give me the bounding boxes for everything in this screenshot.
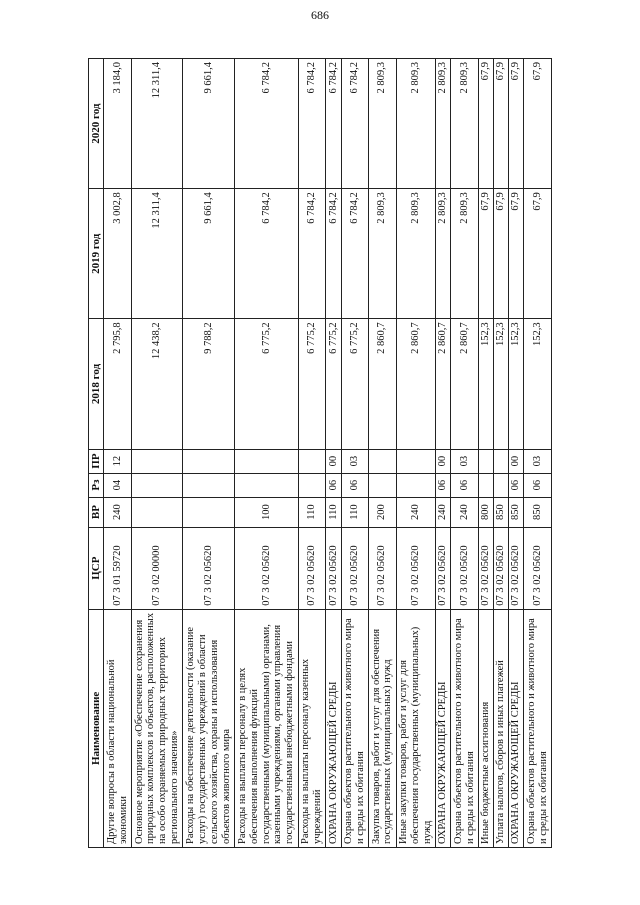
cell-2018: 2 860,7 xyxy=(369,319,396,449)
cell-vr: 850 xyxy=(493,497,508,527)
cell-name: ОХРАНА ОКРУЖАЮЩЕЙ СРЕДЫ xyxy=(326,609,341,847)
cell-csr: 07 3 02 05620 xyxy=(451,527,478,609)
cell-name: Охрана объектов растительного и животного мира и среды их обитания xyxy=(524,609,552,847)
header-2019: 2019 год xyxy=(89,189,104,319)
cell-2020: 6 784,2 xyxy=(235,59,299,189)
cell-2018: 152,3 xyxy=(509,319,524,449)
cell-pr: 12 xyxy=(104,449,131,473)
cell-vr xyxy=(183,497,235,527)
cell-2020: 2 809,3 xyxy=(436,59,451,189)
cell-2019: 6 784,2 xyxy=(299,189,326,319)
cell-rz: 06 xyxy=(509,473,524,497)
cell-name: Расходы на обеспечение деятельности (оказание услуг) государственных учреждений в области сельского хозяйства, охраны и использования объектов животного мира xyxy=(183,609,235,847)
cell-vr: 240 xyxy=(451,497,478,527)
header-vr: ВР xyxy=(89,497,104,527)
table-row xyxy=(235,59,299,848)
cell-2018: 2 860,7 xyxy=(396,319,436,449)
table-row xyxy=(183,59,235,848)
cell-rz xyxy=(299,473,326,497)
cell-rz xyxy=(478,473,493,497)
cell-vr xyxy=(131,497,183,527)
table-header-row xyxy=(89,59,104,848)
cell-vr: 110 xyxy=(299,497,326,527)
cell-csr: 07 3 02 05620 xyxy=(326,527,341,609)
cell-csr: 07 3 02 05620 xyxy=(183,527,235,609)
table-row xyxy=(396,59,436,848)
table-row xyxy=(341,59,368,848)
cell-2018: 6 775,2 xyxy=(299,319,326,449)
cell-csr: 07 3 02 05620 xyxy=(396,527,436,609)
cell-rz: 06 xyxy=(451,473,478,497)
cell-pr: 00 xyxy=(436,449,451,473)
cell-2019: 9 661,4 xyxy=(183,189,235,319)
cell-name: Уплата налогов, сборов и иных платежей xyxy=(493,609,508,847)
cell-2020: 67,9 xyxy=(509,59,524,189)
cell-2020: 6 784,2 xyxy=(326,59,341,189)
table-row xyxy=(524,59,552,848)
cell-2019: 67,9 xyxy=(478,189,493,319)
cell-2020: 67,9 xyxy=(524,59,552,189)
table-row xyxy=(493,59,508,848)
cell-name: Основное мероприятие «Обеспечение сохранения природных комплексов и объектов, расположенных на особо охраняемых природных территориях регионального значения» xyxy=(131,609,183,847)
cell-rz xyxy=(131,473,183,497)
cell-pr xyxy=(299,449,326,473)
cell-2020: 6 784,2 xyxy=(341,59,368,189)
cell-csr: 07 3 01 59720 xyxy=(104,527,131,609)
cell-2019: 67,9 xyxy=(524,189,552,319)
cell-pr xyxy=(131,449,183,473)
cell-rz xyxy=(369,473,396,497)
cell-name: Охрана объектов растительного и животного мира и среды их обитания xyxy=(341,609,368,847)
cell-pr: 03 xyxy=(524,449,552,473)
header-rz: Рз xyxy=(89,473,104,497)
cell-2019: 67,9 xyxy=(493,189,508,319)
cell-2020: 67,9 xyxy=(478,59,493,189)
header-2018: 2018 год xyxy=(89,319,104,449)
cell-name: Расходы на выплаты персоналу в целях обеспечения выполнения функций государственными (муниципальными) органами, казенными учреждениями, органами управления государственными внебюджетными фондами xyxy=(235,609,299,847)
cell-csr: 07 3 02 05620 xyxy=(341,527,368,609)
cell-2020: 12 311,4 xyxy=(131,59,183,189)
cell-2019: 3 002,8 xyxy=(104,189,131,319)
cell-csr: 07 3 02 05620 xyxy=(509,527,524,609)
cell-2019: 6 784,2 xyxy=(326,189,341,319)
cell-rz xyxy=(235,473,299,497)
table-row xyxy=(131,59,183,848)
cell-2018: 2 860,7 xyxy=(436,319,451,449)
cell-2020: 9 661,4 xyxy=(183,59,235,189)
cell-2019: 2 809,3 xyxy=(369,189,396,319)
budget-table xyxy=(88,58,552,848)
cell-2018: 9 788,2 xyxy=(183,319,235,449)
cell-2018: 12 438,2 xyxy=(131,319,183,449)
header-2020: 2020 год xyxy=(89,59,104,189)
rotated-table-area xyxy=(88,58,552,848)
cell-vr: 850 xyxy=(524,497,552,527)
cell-pr xyxy=(369,449,396,473)
cell-2018: 2 860,7 xyxy=(451,319,478,449)
cell-pr xyxy=(396,449,436,473)
cell-name: Закупка товаров, работ и услуг для обеспечения государственных (муниципальных) нужд xyxy=(369,609,396,847)
table-body xyxy=(104,59,552,848)
cell-csr: 07 3 02 05620 xyxy=(524,527,552,609)
cell-csr: 07 3 02 05620 xyxy=(493,527,508,609)
cell-name: Расходы на выплаты персоналу казенных учреждений xyxy=(299,609,326,847)
cell-pr: 03 xyxy=(451,449,478,473)
cell-2020: 67,9 xyxy=(493,59,508,189)
cell-2018: 6 775,2 xyxy=(235,319,299,449)
cell-name: ОХРАНА ОКРУЖАЮЩЕЙ СРЕДЫ xyxy=(436,609,451,847)
cell-rz: 06 xyxy=(326,473,341,497)
header-name: Наименование xyxy=(89,609,104,847)
cell-rz xyxy=(396,473,436,497)
cell-pr: 00 xyxy=(326,449,341,473)
cell-csr: 07 3 02 05620 xyxy=(436,527,451,609)
cell-pr xyxy=(493,449,508,473)
cell-vr: 800 xyxy=(478,497,493,527)
cell-vr: 240 xyxy=(104,497,131,527)
table-row xyxy=(326,59,341,848)
cell-vr: 200 xyxy=(369,497,396,527)
cell-2019: 6 784,2 xyxy=(341,189,368,319)
cell-rz: 04 xyxy=(104,473,131,497)
cell-name: Другие вопросы в области национальной экономики xyxy=(104,609,131,847)
cell-2018: 2 795,8 xyxy=(104,319,131,449)
table-row xyxy=(436,59,451,848)
cell-2019: 67,9 xyxy=(509,189,524,319)
table-row xyxy=(299,59,326,848)
cell-pr xyxy=(235,449,299,473)
table-row xyxy=(369,59,396,848)
cell-pr xyxy=(478,449,493,473)
cell-name: Иные закупки товаров, работ и услуг для обеспечения государственных (муниципальных) нужд xyxy=(396,609,436,847)
cell-vr: 850 xyxy=(509,497,524,527)
cell-2020: 2 809,3 xyxy=(369,59,396,189)
cell-vr: 100 xyxy=(235,497,299,527)
cell-rz xyxy=(493,473,508,497)
cell-vr: 110 xyxy=(326,497,341,527)
cell-pr: 03 xyxy=(341,449,368,473)
header-csr: ЦСР xyxy=(89,527,104,609)
cell-2018: 152,3 xyxy=(478,319,493,449)
cell-2020: 2 809,3 xyxy=(451,59,478,189)
table-row xyxy=(509,59,524,848)
cell-csr: 07 3 02 05620 xyxy=(478,527,493,609)
cell-2018: 6 775,2 xyxy=(341,319,368,449)
cell-csr: 07 3 02 05620 xyxy=(299,527,326,609)
table-row xyxy=(451,59,478,848)
cell-rz xyxy=(183,473,235,497)
cell-2019: 6 784,2 xyxy=(235,189,299,319)
cell-2019: 12 311,4 xyxy=(131,189,183,319)
cell-name: ОХРАНА ОКРУЖАЮЩЕЙ СРЕДЫ xyxy=(509,609,524,847)
cell-name: Охрана объектов растительного и животного мира и среды их обитания xyxy=(451,609,478,847)
rotated-table-container xyxy=(88,58,552,848)
cell-name: Иные бюджетные ассигнования xyxy=(478,609,493,847)
cell-rz: 06 xyxy=(436,473,451,497)
cell-2019: 2 809,3 xyxy=(436,189,451,319)
cell-vr: 240 xyxy=(436,497,451,527)
cell-2019: 2 809,3 xyxy=(396,189,436,319)
cell-2018: 6 775,2 xyxy=(326,319,341,449)
header-pr: ПР xyxy=(89,449,104,473)
cell-2020: 6 784,2 xyxy=(299,59,326,189)
cell-csr: 07 3 02 00000 xyxy=(131,527,183,609)
cell-csr: 07 3 02 05620 xyxy=(369,527,396,609)
cell-csr: 07 3 02 05620 xyxy=(235,527,299,609)
cell-2020: 3 184,0 xyxy=(104,59,131,189)
cell-rz: 06 xyxy=(524,473,552,497)
cell-2020: 2 809,3 xyxy=(396,59,436,189)
cell-pr xyxy=(183,449,235,473)
cell-2019: 2 809,3 xyxy=(451,189,478,319)
cell-vr: 110 xyxy=(341,497,368,527)
table-row xyxy=(478,59,493,848)
page-number: 686 xyxy=(311,8,329,22)
cell-2018: 152,3 xyxy=(493,319,508,449)
cell-2018: 152,3 xyxy=(524,319,552,449)
cell-vr: 240 xyxy=(396,497,436,527)
table-row xyxy=(104,59,131,848)
cell-pr: 00 xyxy=(509,449,524,473)
cell-rz: 06 xyxy=(341,473,368,497)
